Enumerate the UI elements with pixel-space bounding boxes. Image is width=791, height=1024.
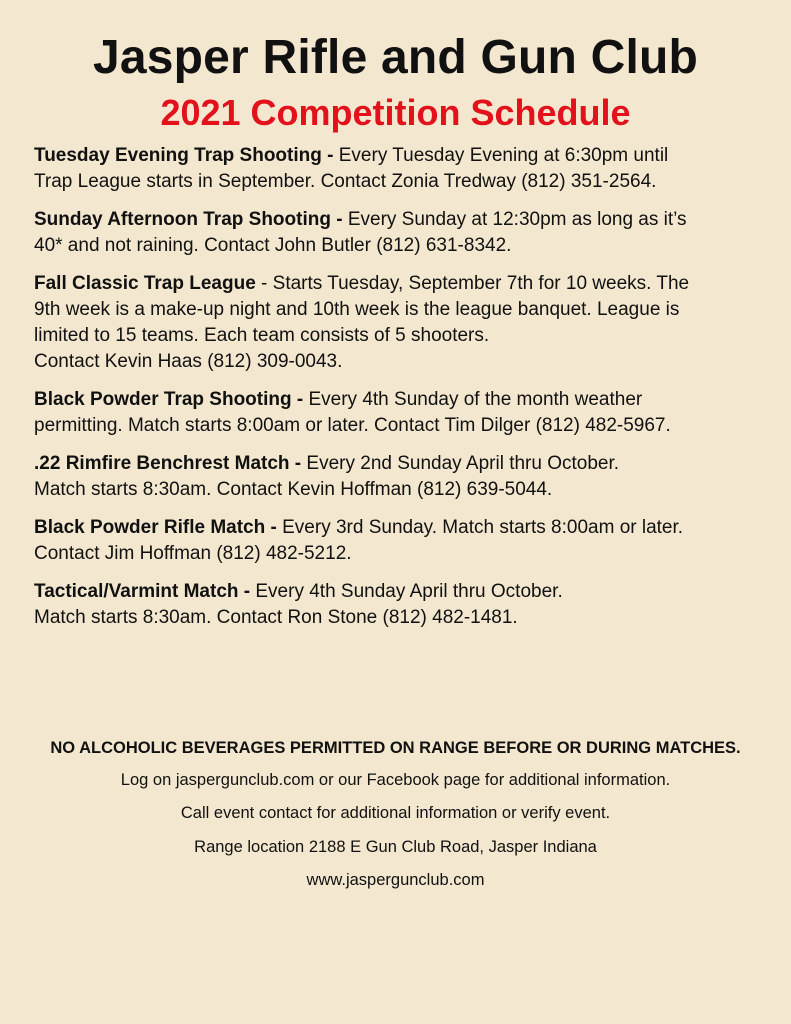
event-item: [34, 207, 764, 259]
event-name: Tuesday Evening Trap Shooting -: [34, 145, 334, 166]
website-link[interactable]: www.jaspergunclub.com: [306, 871, 485, 889]
event-name: Fall Classic Trap League: [34, 273, 256, 294]
event-description: Every 4th Sunday of the month weather permitting. Match starts 8:00am or later. Contact Tim Dilger (812) 482-5967.: [34, 389, 671, 436]
event-description: Every Tuesday Evening at 6:30pm until Trap League starts in September. Contact Zonia Tredway (812) 351-2564.: [34, 145, 669, 192]
event-item: [34, 579, 764, 631]
page-subtitle: 2021 Competition Schedule: [160, 92, 631, 133]
event-description: Every 4th Sunday April thru October. Match starts 8:30am. Contact Ron Stone (812) 482-1481.: [34, 581, 563, 628]
page-title: Jasper Rifle and Gun Club: [92, 31, 699, 84]
event-item: [34, 387, 764, 439]
event-name: Sunday Afternoon Trap Shooting -: [34, 209, 343, 230]
contact-note: Call event contact for additional information or verify event.: [180, 804, 611, 822]
event-list: [34, 143, 764, 643]
event-description: - Starts Tuesday, September 7th for 10 weeks. The 9th week is a make-up night and 10th week is the league banquet. League is limited to 15 teams. Each team consists of 5 shooters. Contact Kevin Haas (812) 309-0043.: [34, 273, 690, 372]
event-item: [34, 515, 764, 567]
event-item: [34, 143, 764, 195]
event-description: Every 3rd Sunday. Match starts 8:00am or later. Contact Jim Hoffman (812) 482-5212.: [34, 517, 684, 564]
event-name: Black Powder Trap Shooting -: [34, 389, 304, 410]
event-name: Black Powder Rifle Match -: [34, 517, 277, 538]
info-line: Log on jaspergunclub.com or our Facebook page for additional information.: [120, 771, 671, 789]
event-description: Every 2nd Sunday April thru October. Match starts 8:30am. Contact Kevin Hoffman (812) 639-5044.: [34, 453, 620, 500]
event-name: Tactical/Varmint Match -: [34, 581, 251, 602]
event-description: Every Sunday at 12:30pm as long as it’s 40* and not raining. Contact John Butler (812) 631-8342.: [34, 209, 687, 256]
alcohol-warning: NO ALCOHOLIC BEVERAGES PERMITTED ON RANGE BEFORE OR DURING MATCHES.: [50, 739, 741, 757]
range-location: Range location 2188 E Gun Club Road, Jasper Indiana: [194, 838, 597, 856]
event-item: [34, 271, 764, 375]
event-item: [34, 451, 764, 503]
event-name: .22 Rimfire Benchrest Match -: [34, 453, 302, 474]
